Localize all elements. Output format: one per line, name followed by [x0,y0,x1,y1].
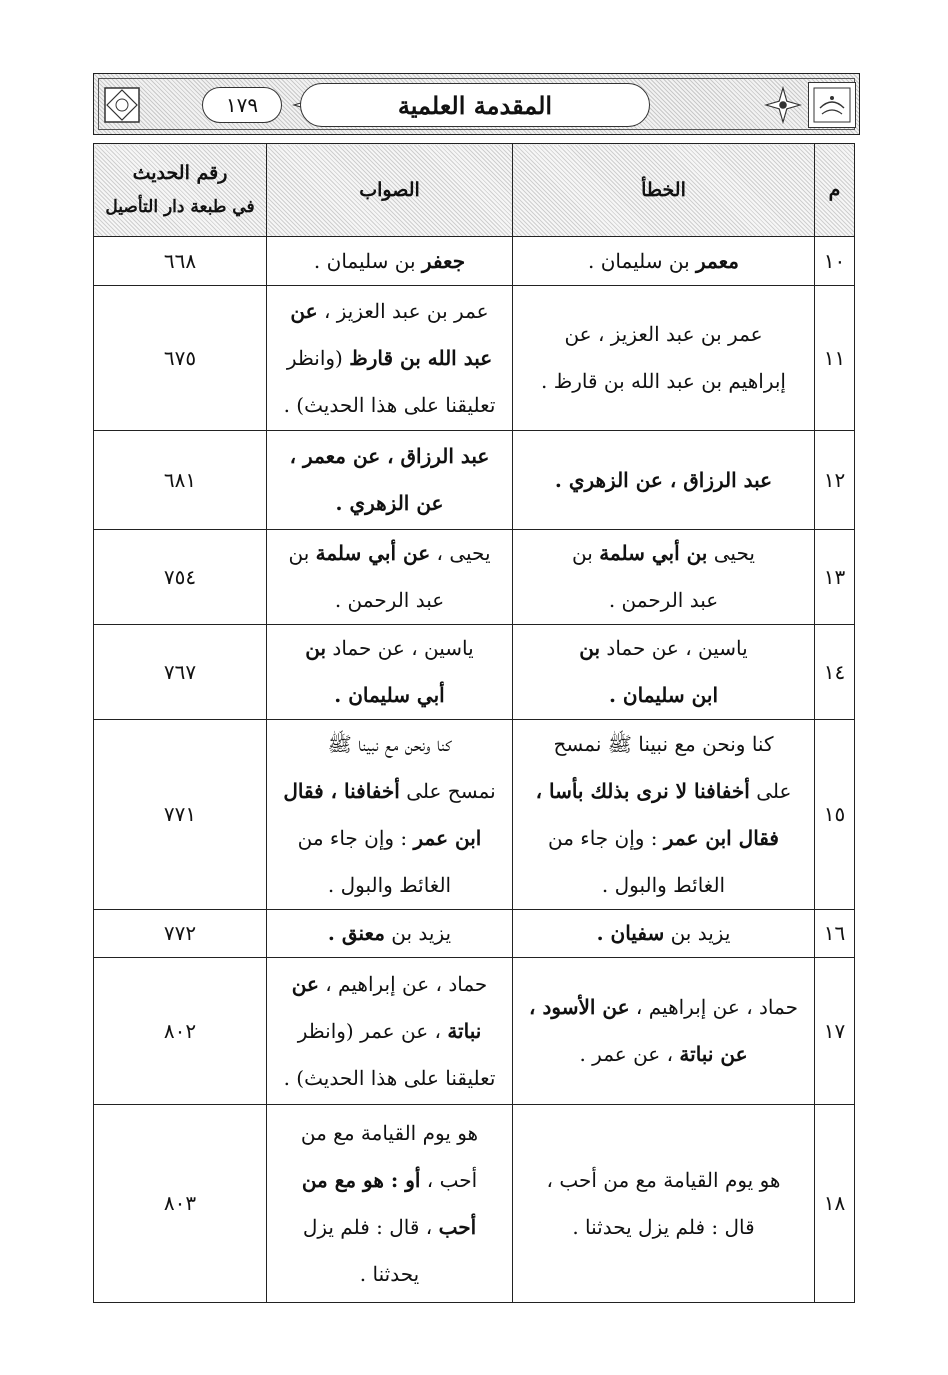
hadith-number: ٨٠٢ [94,958,267,1105]
correct-text: كنا ونحن مع نبينا ﷺ نمسح على أخفافنا ، فقال ابن عمر : وإن جاء من الغائط والبول . [267,720,513,910]
correct-text: عبد الرزاق ، عن معمر ، عن الزهري . [267,431,513,530]
hadith-number: ٧٧٢ [94,910,267,958]
column-header-hadith-number-line1: رقم الحديث [132,162,228,184]
table-row [94,625,855,720]
column-header-index: م [815,144,855,237]
column-header-hadith-number [94,144,267,237]
table-row [94,530,855,625]
table-row [94,910,855,958]
row-index: ١٣ [815,530,855,625]
table-body [94,237,855,1303]
hadith-number: ٨٠٣ [94,1105,267,1303]
rosette-ornament-icon [762,84,804,126]
wrong-text: عبد الرزاق ، عن الزهري . [513,431,815,530]
correct-text: هو يوم القيامة مع من أحب ، أو : هو مع من أحب ، قال : فلم يزل يحدثنا . [267,1105,513,1303]
correct-text: ياسين ، عن حماد بن أبي سليمان . [267,625,513,720]
page-number: ١٧٩ [225,93,259,117]
row-index: ١٢ [815,431,855,530]
row-index: ١٤ [815,625,855,720]
wrong-text: يحيى بن أبي سلمة بن عبد الرحمن . [513,530,815,625]
row-index: ١٥ [815,720,855,910]
row-index: ١٧ [815,958,855,1105]
corner-ornament-icon [100,84,144,126]
column-header-correct: الصواب [267,144,513,237]
errata-table [93,143,855,1303]
correct-text: عمر بن عبد العزيز ، عن عبد الله بن قارظ (وانظر تعليقنا على هذا الحديث) . [267,286,513,431]
wrong-text: حماد ، عن إبراهيم ، عن الأسود ، عن نباتة ، عن عمر . [513,958,815,1105]
table-row [94,958,855,1105]
hadith-number: ٧٥٤ [94,530,267,625]
wrong-text: هو يوم القيامة مع من أحب ، قال : فلم يزل يحدثنا . [513,1105,815,1303]
page-header [93,73,860,135]
wrong-text: ياسين ، عن حماد بن ابن سليمان . [513,625,815,720]
table-row [94,720,855,910]
correct-text: حماد ، عن إبراهيم ، عن نباتة ، عن عمر (وانظر تعليقنا على هذا الحديث) . [267,958,513,1105]
page-title: المقدمة العلمية [397,90,553,120]
title-cartouche [300,83,650,127]
hadith-number: ٦٦٨ [94,237,267,286]
row-index: ١٦ [815,910,855,958]
table-header-row [94,144,855,237]
wrong-text: يزيد بن سفيان . [513,910,815,958]
hadith-number: ٧٧١ [94,720,267,910]
wrong-text: عمر بن عبد العزيز ، عن إبراهيم بن عبد الله بن قارظ . [513,286,815,431]
page-number-box [202,87,282,123]
column-header-wrong: الخطأ [513,144,815,237]
row-index: ١١ [815,286,855,431]
table-row [94,431,855,530]
hadith-number: ٧٦٧ [94,625,267,720]
table-row [94,1105,855,1303]
column-header-hadith-number-line2: في طبعة دار التأصيل [105,197,255,217]
wrong-text: معمر بن سليمان . [513,237,815,286]
correct-text: جعفر بن سليمان . [267,237,513,286]
book-logo-icon [808,82,856,128]
correct-text: يحيى ، عن أبي سلمة بن عبد الرحمن . [267,530,513,625]
hadith-number: ٦٨١ [94,431,267,530]
correct-text: يزيد بن معنق . [267,910,513,958]
table-row [94,237,855,286]
hadith-number: ٦٧٥ [94,286,267,431]
row-index: ١٠ [815,237,855,286]
table-row [94,286,855,431]
row-index: ١٨ [815,1105,855,1303]
wrong-text: كنا ونحن مع نبينا ﷺ نمسح على أخفافنا لا نرى بذلك بأسا ، فقال ابن عمر : وإن جاء من الغائط والبول . [513,720,815,910]
